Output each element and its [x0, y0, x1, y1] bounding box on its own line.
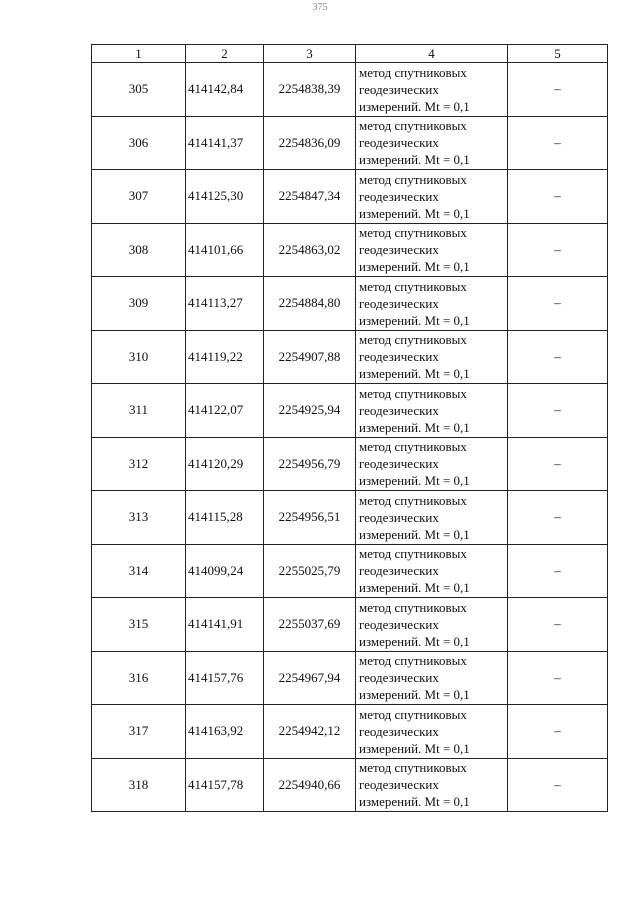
point-number-cell: 306: [92, 116, 186, 170]
method-text-line: метод спутниковых: [359, 439, 467, 455]
x-coordinate-cell: 414125,30: [186, 170, 264, 224]
method-text-line: измерений. Mt = 0,1: [359, 205, 470, 221]
method-cell: [356, 651, 508, 705]
method-text-line: измерений. Mt = 0,1: [359, 740, 470, 756]
y-coordinate-cell: 2255037,69: [264, 598, 356, 652]
method-text-line: измерений. Mt = 0,1: [359, 419, 470, 435]
method-text-line: метод спутниковых: [359, 706, 467, 722]
column-header-2: 2: [186, 45, 264, 63]
method-text-line: метод спутниковых: [359, 278, 467, 294]
table-row: [92, 223, 608, 277]
table-row: [92, 651, 608, 705]
y-coordinate-cell: 2254956,51: [264, 491, 356, 545]
x-coordinate-cell: 414119,22: [186, 330, 264, 384]
point-number-cell: 308: [92, 223, 186, 277]
y-coordinate-cell: 2254884,80: [264, 277, 356, 331]
method-text-line: геодезических: [359, 777, 439, 793]
column-header-4: 4: [356, 45, 508, 63]
table-row: [92, 598, 608, 652]
x-coordinate-cell: 414099,24: [186, 544, 264, 598]
note-cell: –: [508, 758, 608, 812]
column-header-5: 5: [508, 45, 608, 63]
method-cell: [356, 277, 508, 331]
x-coordinate-cell: 414157,76: [186, 651, 264, 705]
point-number-cell: 309: [92, 277, 186, 331]
note-cell: –: [508, 491, 608, 545]
point-number-cell: 316: [92, 651, 186, 705]
method-text-line: метод спутниковых: [359, 653, 467, 669]
method-text-line: метод спутниковых: [359, 225, 467, 241]
method-text-line: измерений. Mt = 0,1: [359, 152, 470, 168]
method-text-line: метод спутниковых: [359, 492, 467, 508]
table-row: [92, 705, 608, 759]
note-cell: –: [508, 116, 608, 170]
y-coordinate-cell: 2254956,79: [264, 437, 356, 491]
table-row: [92, 437, 608, 491]
note-cell: –: [508, 544, 608, 598]
y-coordinate-cell: 2254907,88: [264, 330, 356, 384]
x-coordinate-cell: 414115,28: [186, 491, 264, 545]
method-text-line: метод спутниковых: [359, 385, 467, 401]
method-cell: [356, 437, 508, 491]
method-text-line: метод спутниковых: [359, 64, 467, 80]
method-text-line: геодезических: [359, 188, 439, 204]
note-cell: –: [508, 598, 608, 652]
note-cell: –: [508, 63, 608, 117]
table-row: [92, 170, 608, 224]
y-coordinate-cell: 2254967,94: [264, 651, 356, 705]
note-cell: –: [508, 170, 608, 224]
note-cell: –: [508, 277, 608, 331]
method-text-line: геодезических: [359, 295, 439, 311]
method-cell: [356, 544, 508, 598]
point-number-cell: 318: [92, 758, 186, 812]
point-number-cell: 307: [92, 170, 186, 224]
x-coordinate-cell: 414163,92: [186, 705, 264, 759]
method-text-line: геодезических: [359, 509, 439, 525]
x-coordinate-cell: 414120,29: [186, 437, 264, 491]
y-coordinate-cell: 2254925,94: [264, 384, 356, 438]
note-cell: –: [508, 223, 608, 277]
table-header-row: [92, 45, 608, 63]
y-coordinate-cell: 2254836,09: [264, 116, 356, 170]
table-row: [92, 758, 608, 812]
method-text-line: измерений. Mt = 0,1: [359, 580, 470, 596]
x-coordinate-cell: 414101,66: [186, 223, 264, 277]
y-coordinate-cell: 2254940,66: [264, 758, 356, 812]
method-text-line: геодезических: [359, 670, 439, 686]
y-coordinate-cell: 2254847,34: [264, 170, 356, 224]
y-coordinate-cell: 2254942,12: [264, 705, 356, 759]
table-body: [92, 63, 608, 812]
y-coordinate-cell: 2254838,39: [264, 63, 356, 117]
point-number-cell: 312: [92, 437, 186, 491]
method-cell: [356, 491, 508, 545]
table-row: [92, 544, 608, 598]
method-cell: [356, 330, 508, 384]
note-cell: –: [508, 437, 608, 491]
method-text-line: измерений. Mt = 0,1: [359, 687, 470, 703]
method-cell: [356, 116, 508, 170]
method-cell: [356, 758, 508, 812]
method-text-line: метод спутниковых: [359, 332, 467, 348]
method-text-line: геодезических: [359, 402, 439, 418]
method-text-line: измерений. Mt = 0,1: [359, 98, 470, 114]
method-text-line: метод спутниковых: [359, 171, 467, 187]
method-text-line: метод спутниковых: [359, 599, 467, 615]
table-row: [92, 384, 608, 438]
table-row: [92, 63, 608, 117]
method-text-line: метод спутниковых: [359, 760, 467, 776]
method-cell: [356, 170, 508, 224]
point-number-cell: 317: [92, 705, 186, 759]
method-text-line: измерений. Mt = 0,1: [359, 633, 470, 649]
method-text-line: геодезических: [359, 616, 439, 632]
method-text-line: геодезических: [359, 81, 439, 97]
method-cell: [356, 705, 508, 759]
table-row: [92, 330, 608, 384]
note-cell: –: [508, 651, 608, 705]
method-cell: [356, 384, 508, 438]
point-number-cell: 313: [92, 491, 186, 545]
note-cell: –: [508, 705, 608, 759]
method-cell: [356, 598, 508, 652]
method-text-line: геодезических: [359, 242, 439, 258]
point-number-cell: 305: [92, 63, 186, 117]
column-header-1: 1: [92, 45, 186, 63]
y-coordinate-cell: 2255025,79: [264, 544, 356, 598]
point-number-cell: 315: [92, 598, 186, 652]
method-text-line: метод спутниковых: [359, 546, 467, 562]
y-coordinate-cell: 2254863,02: [264, 223, 356, 277]
table-row: [92, 491, 608, 545]
page-number: 375: [312, 2, 328, 13]
method-text-line: измерений. Mt = 0,1: [359, 794, 470, 810]
table-row: [92, 116, 608, 170]
method-cell: [356, 63, 508, 117]
note-cell: –: [508, 384, 608, 438]
point-number-cell: 314: [92, 544, 186, 598]
method-text-line: измерений. Mt = 0,1: [359, 259, 470, 275]
method-text-line: метод спутниковых: [359, 118, 467, 134]
x-coordinate-cell: 414142,84: [186, 63, 264, 117]
method-text-line: геодезических: [359, 563, 439, 579]
method-text-line: геодезических: [359, 349, 439, 365]
column-header-3: 3: [264, 45, 356, 63]
x-coordinate-cell: 414141,37: [186, 116, 264, 170]
method-cell: [356, 223, 508, 277]
point-number-cell: 310: [92, 330, 186, 384]
x-coordinate-cell: 414113,27: [186, 277, 264, 331]
method-text-line: геодезических: [359, 135, 439, 151]
method-text-line: измерений. Mt = 0,1: [359, 526, 470, 542]
table-row: [92, 277, 608, 331]
x-coordinate-cell: 414122,07: [186, 384, 264, 438]
method-text-line: геодезических: [359, 723, 439, 739]
method-text-line: измерений. Mt = 0,1: [359, 312, 470, 328]
coordinates-table: [91, 44, 608, 812]
note-cell: –: [508, 330, 608, 384]
point-number-cell: 311: [92, 384, 186, 438]
method-text-line: геодезических: [359, 456, 439, 472]
x-coordinate-cell: 414141,91: [186, 598, 264, 652]
method-text-line: измерений. Mt = 0,1: [359, 366, 470, 382]
x-coordinate-cell: 414157,78: [186, 758, 264, 812]
method-text-line: измерений. Mt = 0,1: [359, 473, 470, 489]
